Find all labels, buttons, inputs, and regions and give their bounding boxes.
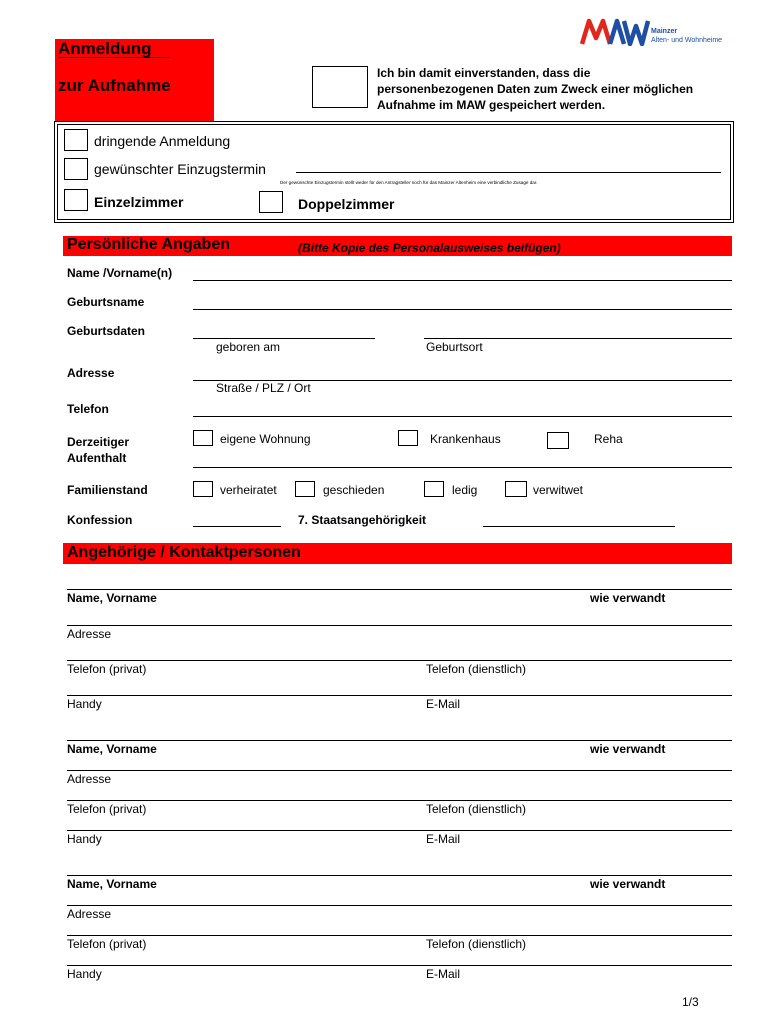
contact2-phone-field[interactable] <box>67 830 732 831</box>
residence-label-1: Derzeitiger <box>67 435 130 449</box>
contact3-relation-label: wie verwandt <box>590 877 666 891</box>
contact2-address-field[interactable] <box>67 800 732 801</box>
divorced-label: geschieden <box>323 483 385 497</box>
logo-line2: Alten- und Wohnheime <box>651 37 723 44</box>
contact1-phone-private-label: Telefon (privat) <box>67 662 147 676</box>
birthplace-label: Geburtsort <box>426 340 483 354</box>
address-label: Adresse <box>67 366 115 380</box>
logo <box>580 18 730 48</box>
contact2-relation-label: wie verwandt <box>590 742 666 756</box>
birthplace-field[interactable] <box>424 338 732 339</box>
contact2-name-label: Name, Vorname <box>67 742 157 756</box>
birthname-label: Geburtsname <box>67 295 145 309</box>
hospital-label: Krankenhaus <box>430 432 501 446</box>
contact1-name-label: Name, Vorname <box>67 591 157 605</box>
contacts-header-title: Angehörige / Kontaktpersonen <box>67 544 301 561</box>
page-number: 1/3 <box>682 995 699 1009</box>
contact1-relation-label: wie verwandt <box>590 591 666 605</box>
contact3-phone-field[interactable] <box>67 965 732 966</box>
confession-field[interactable] <box>193 526 281 527</box>
rehab-label: Reha <box>594 432 623 446</box>
single-status-checkbox[interactable] <box>424 481 444 497</box>
single-room-checkbox[interactable] <box>64 189 88 211</box>
contact3-phone-work-label: Telefon (dienstlich) <box>426 937 527 951</box>
contact2-phone-private-label: Telefon (privat) <box>67 802 147 816</box>
own-home-label: eigene Wohnung <box>220 432 311 446</box>
contact3-address-field[interactable] <box>67 935 732 936</box>
rehab-checkbox[interactable] <box>547 432 569 449</box>
logo-line1: Mainzer <box>651 28 678 35</box>
marital-label: Familienstand <box>67 483 148 497</box>
born-on-field[interactable] <box>193 338 375 339</box>
widowed-label: verwitwet <box>533 483 584 497</box>
contact3-phone-private-label: Telefon (privat) <box>67 937 147 951</box>
double-room-checkbox[interactable] <box>259 191 283 213</box>
single-room-label: Einzelzimmer <box>94 194 184 210</box>
contact1-phone-field[interactable] <box>67 695 732 696</box>
title-line2: zur Aufnahme <box>58 76 171 95</box>
born-on-label: geboren am <box>216 340 281 354</box>
married-label: verheiratet <box>220 483 277 497</box>
move-in-checkbox[interactable] <box>64 158 88 180</box>
contact2-mobile-field[interactable] <box>67 875 732 876</box>
contact2-address-label: Adresse <box>67 772 112 786</box>
contact3-email-label: E-Mail <box>426 967 461 981</box>
contact3-name-label: Name, Vorname <box>67 877 157 891</box>
personal-header-note: (Bitte Kopie des Personalausweises beifügen) <box>298 241 561 255</box>
widowed-checkbox[interactable] <box>505 481 527 497</box>
contact1-mobile-label: Handy <box>67 697 102 711</box>
double-room-label: Doppelzimmer <box>298 196 395 212</box>
name-field[interactable] <box>193 280 732 281</box>
contact1-email-label: E-Mail <box>426 697 461 711</box>
contact3-address-label: Adresse <box>67 907 112 921</box>
contact3-name-field[interactable] <box>67 905 732 906</box>
maw-logo-icon <box>580 18 650 46</box>
contact1-phone-work-label: Telefon (dienstlich) <box>426 662 527 676</box>
contact2-mobile-label: Handy <box>67 832 102 846</box>
divorced-checkbox[interactable] <box>295 481 315 497</box>
phone-label: Telefon <box>67 402 109 416</box>
residence-label-2: Aufenthalt <box>67 451 127 465</box>
birthname-field[interactable] <box>193 309 732 310</box>
contact2-name-field[interactable] <box>67 770 732 771</box>
contact1-address-label: Adresse <box>67 627 112 641</box>
nationality-label: 7. Staatsangehörigkeit <box>298 513 427 527</box>
address-hint: Straße / PLZ / Ort <box>216 381 311 395</box>
contact1-mobile-field[interactable] <box>67 740 732 741</box>
contact1-address-field[interactable] <box>67 660 732 661</box>
birthdata-label: Geburtsdaten <box>67 324 146 338</box>
contact3-mobile-label: Handy <box>67 967 102 981</box>
contact2-phone-work-label: Telefon (dienstlich) <box>426 802 527 816</box>
phone-field[interactable] <box>193 416 732 417</box>
married-checkbox[interactable] <box>193 481 213 497</box>
consent-line1: Ich bin damit einverstanden, dass die <box>377 66 591 80</box>
urgent-checkbox[interactable] <box>64 129 88 151</box>
move-in-note: Der gewünschte Einzugstermin stellt weder für den Antragsteller noch für das Mainzer Altenheim eine verbindliche Zusage dar. <box>280 180 538 185</box>
single-status-label: ledig <box>452 483 478 497</box>
consent-checkbox[interactable] <box>312 66 368 108</box>
urgent-label: dringende Anmeldung <box>94 133 231 149</box>
contact1-name-field[interactable] <box>67 625 732 626</box>
move-in-label: gewünschter Einzugstermin <box>94 161 266 177</box>
name-label: Name /Vorname(n) <box>67 266 173 280</box>
consent-line2: personenbezogenen Daten zum Zweck einer möglichen <box>377 82 694 96</box>
hospital-checkbox[interactable] <box>398 430 418 446</box>
move-in-field[interactable] <box>296 172 721 173</box>
nationality-field[interactable] <box>483 526 675 527</box>
personal-header-title: Persönliche Angaben <box>67 236 230 253</box>
confession-label: Konfession <box>67 513 133 527</box>
own-home-checkbox[interactable] <box>193 430 213 446</box>
consent-line3: Aufnahme im MAW gespeichert werden. <box>377 98 606 112</box>
contact2-email-label: E-Mail <box>426 832 461 846</box>
title-line1: Anmeldung <box>58 39 152 58</box>
